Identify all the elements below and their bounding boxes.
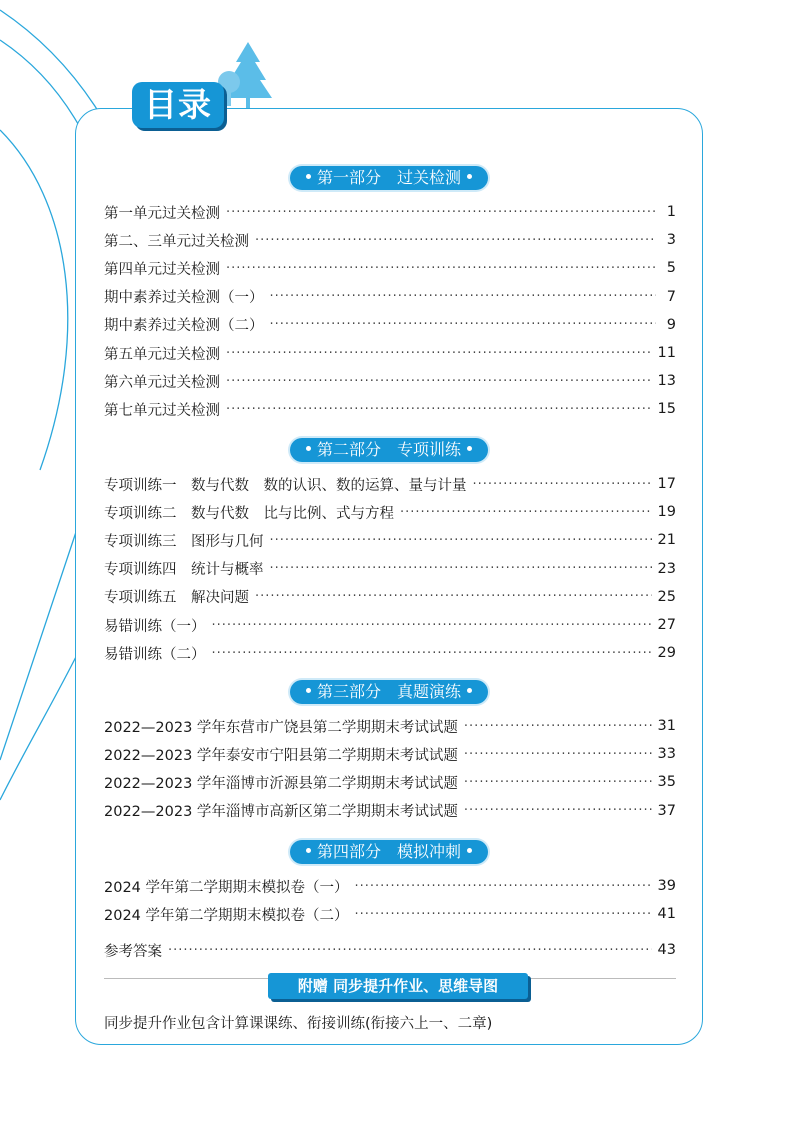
toc-row[interactable] bbox=[104, 285, 676, 309]
dot-leader bbox=[226, 402, 652, 417]
toc-row-label: 专项训练三 图形与几何 bbox=[104, 533, 264, 550]
dot-icon bbox=[306, 174, 311, 179]
toc-row-page: 3 bbox=[666, 232, 676, 249]
dot-leader bbox=[255, 589, 652, 604]
toc-row[interactable] bbox=[104, 228, 676, 252]
toc-row-page: 31 bbox=[657, 718, 676, 734]
toc-row-page: 21 bbox=[657, 532, 676, 549]
toc-row[interactable] bbox=[104, 200, 676, 224]
toc-row-page: 35 bbox=[657, 774, 676, 791]
toc-row[interactable] bbox=[104, 557, 676, 581]
dot-leader bbox=[270, 533, 652, 548]
toc-row[interactable] bbox=[104, 902, 676, 926]
toc-row-label: 2022—2023 学年淄博市沂源县第二学期期末考试试题 bbox=[104, 775, 458, 792]
answers-label: 参考答案 bbox=[104, 943, 162, 960]
section-heading bbox=[75, 166, 703, 190]
toc-row-page: 23 bbox=[657, 560, 676, 577]
toc-row-label: 易错训练（二） bbox=[104, 646, 206, 663]
dot-leader bbox=[464, 775, 652, 790]
toc-row-label: 第二、三单元过关检测 bbox=[104, 233, 249, 250]
dot-icon bbox=[467, 688, 472, 693]
toc-row-page: 15 bbox=[657, 401, 676, 418]
dot-leader bbox=[355, 879, 652, 894]
dot-leader bbox=[464, 747, 652, 762]
toc-row-page: 25 bbox=[657, 588, 676, 605]
section-title-pill bbox=[290, 680, 488, 704]
toc-row-page: 39 bbox=[657, 878, 676, 894]
section-title: 第二部分 专项训练 bbox=[316, 440, 461, 459]
toc-row-label: 专项训练五 解决问题 bbox=[104, 590, 249, 607]
dot-leader bbox=[212, 646, 652, 661]
section-title-pill bbox=[290, 166, 488, 190]
dot-leader bbox=[270, 317, 657, 332]
section-title-pill bbox=[290, 840, 488, 864]
dot-leader bbox=[212, 618, 652, 633]
toc-row[interactable] bbox=[104, 641, 676, 665]
dot-leader bbox=[464, 719, 652, 734]
dot-leader bbox=[270, 561, 652, 576]
dot-leader bbox=[226, 205, 656, 220]
toc-row-label: 第四单元过关检测 bbox=[104, 261, 220, 278]
dot-leader bbox=[473, 477, 652, 492]
dot-leader bbox=[226, 374, 652, 389]
bonus-description: 同步提升作业包含计算课课练、衔接训练(衔接六上一、二章) bbox=[104, 1016, 493, 1032]
toc-row-label: 第五单元过关检测 bbox=[104, 346, 220, 363]
dot-icon bbox=[306, 848, 311, 853]
toc-row-label: 2024 学年第二学期期末模拟卷（一） bbox=[104, 879, 349, 896]
dot-leader bbox=[464, 803, 652, 818]
answers-page: 43 bbox=[657, 942, 676, 958]
toc-row-label: 易错训练（一） bbox=[104, 618, 206, 635]
toc-row-page: 9 bbox=[666, 316, 676, 333]
toc-row-page: 5 bbox=[666, 260, 676, 277]
toc-row-page: 1 bbox=[666, 204, 676, 220]
section-title: 第三部分 真题演练 bbox=[316, 682, 461, 701]
toc-row-page: 37 bbox=[657, 802, 676, 819]
toc-row-page: 27 bbox=[657, 617, 676, 633]
toc-row[interactable] bbox=[104, 369, 676, 393]
toc-row-label: 2022—2023 学年淄博市高新区第二学期期末考试试题 bbox=[104, 804, 458, 821]
bonus-banner: 附赠 同步提升作业、思维导图 bbox=[268, 973, 528, 999]
toc-row-page: 17 bbox=[657, 476, 676, 492]
toc-row[interactable] bbox=[104, 613, 676, 637]
toc-row[interactable] bbox=[104, 528, 676, 552]
toc-row-label: 期中素养过关检测（二） bbox=[104, 318, 264, 335]
toc-row-page: 7 bbox=[666, 288, 676, 305]
dot-leader bbox=[400, 505, 652, 520]
toc-row-label: 专项训练二 数与代数 比与比例、式与方程 bbox=[104, 505, 394, 522]
dot-icon bbox=[467, 848, 472, 853]
toc-row-label: 2022—2023 学年东营市广饶县第二学期期末考试试题 bbox=[104, 719, 458, 736]
dot-leader bbox=[226, 261, 656, 276]
dot-icon bbox=[306, 446, 311, 451]
section-heading bbox=[75, 680, 703, 704]
toc-row[interactable] bbox=[104, 799, 676, 823]
section-title-pill bbox=[290, 438, 488, 462]
dot-icon bbox=[467, 446, 472, 451]
dot-icon bbox=[306, 688, 311, 693]
dot-leader bbox=[270, 289, 657, 304]
toc-row-label: 期中素养过关检测（一） bbox=[104, 290, 264, 307]
section-title: 第四部分 模拟冲刺 bbox=[316, 842, 461, 861]
toc-row[interactable] bbox=[104, 313, 676, 337]
dot-icon bbox=[467, 174, 472, 179]
section-heading bbox=[75, 438, 703, 462]
toc-row-page: 19 bbox=[657, 504, 676, 521]
section-title: 第一部分 过关检测 bbox=[316, 168, 461, 187]
toc-row-label: 第一单元过关检测 bbox=[104, 205, 220, 222]
dot-leader bbox=[255, 233, 656, 248]
toc-row[interactable] bbox=[104, 472, 676, 496]
toc-row[interactable] bbox=[104, 714, 676, 738]
toc-row[interactable] bbox=[104, 256, 676, 280]
toc-row-page: 33 bbox=[657, 746, 676, 763]
toc-row-label: 第六单元过关检测 bbox=[104, 374, 220, 391]
dot-leader bbox=[355, 907, 652, 922]
answers-row[interactable] bbox=[104, 938, 676, 962]
dot-leader bbox=[168, 943, 652, 958]
toc-row[interactable] bbox=[104, 742, 676, 766]
toc-row-label: 专项训练一 数与代数 数的认识、数的运算、量与计量 bbox=[104, 477, 467, 494]
toc-row[interactable] bbox=[104, 397, 676, 421]
toc-row-label: 专项训练四 统计与概率 bbox=[104, 562, 264, 579]
toc-row[interactable] bbox=[104, 585, 676, 609]
toc-row-page: 29 bbox=[657, 645, 676, 662]
toc-row-label: 第七单元过关检测 bbox=[104, 402, 220, 419]
toc-row-label: 2022—2023 学年泰安市宁阳县第二学期期末考试试题 bbox=[104, 747, 458, 764]
toc-row[interactable] bbox=[104, 500, 676, 524]
section-heading bbox=[75, 840, 703, 864]
toc-row-label: 2024 学年第二学期期末模拟卷（二） bbox=[104, 907, 349, 924]
toc-row-page: 13 bbox=[657, 373, 676, 390]
toc-row[interactable] bbox=[104, 341, 676, 365]
page-title: 目录 bbox=[132, 82, 224, 128]
toc-row[interactable] bbox=[104, 770, 676, 794]
toc-row[interactable] bbox=[104, 874, 676, 898]
toc-row-page: 11 bbox=[657, 345, 676, 361]
toc-row-page: 41 bbox=[657, 906, 676, 923]
dot-leader bbox=[226, 346, 652, 361]
